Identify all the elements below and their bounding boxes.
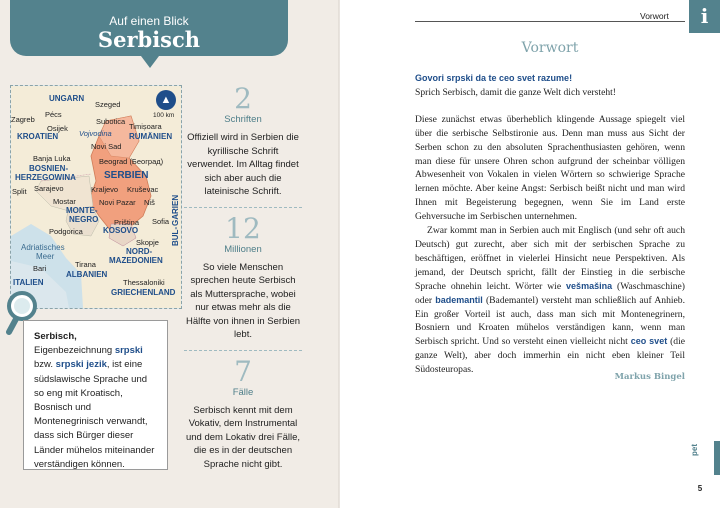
map-country-label-serbia: SERBIEN — [104, 170, 149, 181]
map-country-label: RUMÄNIEN — [129, 132, 173, 141]
running-header: Vorwort — [640, 11, 669, 21]
stat-unit: Schriften — [224, 114, 262, 125]
map-country-label: GARIEN — [171, 194, 180, 226]
stat-text: Offiziell wird in Serbien die kyrillische Schrift verwendet. Im Alltag findet sich aber auch die lateinische Schrift. — [187, 132, 299, 197]
stat-block — [184, 84, 302, 199]
map-city: Subotica — [96, 117, 126, 126]
map-country-label: ALBANIEN — [66, 270, 108, 279]
paragraph-part: (die ganze Welt), aber doch immerhin ein nicht eben kleiner Teil Südosteuropas. — [415, 336, 685, 376]
map-city: Novi Sad — [91, 142, 122, 151]
foreword-paragraph-1: Diese zunächst etwas überheblich klingende Aussage spiegelt viel über die serbische Selbstironie aus. Denn man muss aus Sicht der Serben schon zu den absoluten Sprachenthusiasten gehören, wenn man diese für unsere Ohren schon aufgrund der scheinbar völligen Abwesenheit von Vokalen in vielen Wörtern so schwierige Sprache lernen möchte. Aber keine Angst: Serbisch beißt nicht und man wird Ihnen mit Begeisterung begegnen, wenn Sie im Land erste Gehversuche im Serbischen unternehmen. — [415, 113, 685, 223]
compass-north-icon: ▲ — [156, 90, 176, 110]
info-text-part: Eigenbezeichnung — [34, 345, 115, 357]
foreword-body — [415, 72, 685, 377]
quote-german: Sprich Serbisch, damit die ganze Welt dich versteht! — [415, 86, 616, 98]
info-term: Serbisch, — [34, 331, 77, 342]
serbian-word: vešmašina — [566, 280, 613, 291]
info-tab-icon: i — [689, 0, 720, 33]
map-country-label: GRIECHENLAND — [111, 288, 176, 297]
map-city: Zagreb — [11, 115, 35, 124]
map-region-label: Vojvodina — [79, 129, 112, 138]
stat-unit: Millionen — [224, 243, 262, 255]
map-country-label: HERZEGOWINA — [15, 173, 76, 182]
stat-block — [184, 354, 302, 472]
stat-unit: Fälle — [232, 386, 254, 398]
serbian-word: bademantil — [435, 294, 483, 305]
map-city: Tirana — [75, 260, 96, 269]
map-city: Kruševac — [127, 185, 159, 194]
foreword-author: Markus Bingel — [614, 372, 685, 382]
map-country-label: MAZEDONIEN — [109, 256, 163, 265]
paragraph-part: (Waschmaschine) oder — [415, 280, 685, 306]
map-scale: 100 km — [153, 112, 175, 119]
title-banner — [10, 0, 288, 56]
stat-divider — [184, 207, 302, 208]
map-city: Niš — [144, 198, 155, 207]
stat-text: Serbisch kennt mit dem Vokativ, dem Instrumental und dem Lokativ drei Fälle, die es in der deutschen Sprache nicht gibt. — [185, 404, 301, 470]
map-city: Mostar — [53, 197, 76, 206]
map-sea-label: Adriatisches — [21, 243, 65, 252]
map-country-label: BOSNIEN- — [29, 164, 69, 173]
map-city: Kraljevo — [91, 185, 119, 194]
quote-serbian: Govori srpski da te ceo svet razume! — [415, 73, 573, 83]
map-sea-label: Meer — [36, 252, 55, 261]
map-city: Novi Pazar — [99, 198, 136, 207]
map-city: Banja Luka — [33, 154, 71, 163]
map-country-label: KOSOVO — [103, 226, 139, 235]
map-country-label: NORD- — [126, 247, 153, 256]
native-term: srpski — [114, 345, 143, 357]
map-country-label: MONTE- — [66, 206, 98, 215]
map-city: Sofia — [152, 217, 170, 226]
banner-title: Serbisch — [97, 27, 201, 52]
info-box — [23, 320, 168, 470]
map-city: Podgorica — [49, 227, 83, 236]
paragraph-part: (Bademantel) versteht man schließlich auf Anhieb. Ein großer Vorteil ist auch, dass man sich mit Montenegrinern, Bosniern und Kroaten mühelos verständigen kann, wenn man Serbisch spricht. Und so versteht einen vielleicht nicht — [415, 294, 685, 348]
map-city: Skopje — [136, 238, 159, 247]
stat-block — [184, 211, 302, 342]
map-city: Szeged — [95, 100, 121, 109]
map-country-label: ITALIEN — [13, 278, 44, 287]
stat-number: 7 — [234, 354, 252, 388]
map-city: Thessaloniki — [123, 278, 165, 287]
map-city: Sarajevo — [34, 184, 64, 193]
map-city: Beograd (Београд) — [99, 157, 164, 166]
foreword-title: Vorwort — [521, 40, 579, 56]
side-tab-label: pet — [690, 444, 699, 456]
side-tab — [690, 446, 710, 476]
left-page — [0, 0, 340, 508]
foreword-quote — [415, 72, 685, 100]
map-city: Timișoara — [129, 122, 162, 131]
page-number: 5 — [697, 484, 703, 493]
info-box-text — [34, 330, 157, 472]
map-city: Osijek — [47, 124, 68, 133]
info-text-part: bzw. — [34, 359, 56, 371]
map-country-label: BUL- — [171, 226, 180, 246]
balkan-map — [10, 85, 182, 309]
header-rule — [415, 21, 685, 22]
serbian-word: ceo svet — [630, 336, 668, 347]
banner-pointer — [141, 56, 159, 68]
foreword-paragraph-2 — [415, 224, 685, 377]
map-country-label: KROATIEN — [17, 132, 59, 141]
paragraph-part: Zwar kommt man in Serbien auch mit Englisch (und sehr oft auch Deutsch) gut zurecht, aber sich mit der serbischen Sprache zu beschäftigen, eröffnet in vielerlei Hinsicht neue Perspektiven. Als jemand, der Deutsch spricht, fällt der Einstieg in die serbische Sprache ohnehin leicht. Wörter wie — [415, 225, 685, 292]
info-text-part: , ist eine südslawische Sprache und so eng mit Kroatisch, Bosnisch und Montenegrinisch verwandt, dass sich Bürger dieser Länder mühelos miteinander verständigen können. — [34, 359, 155, 470]
native-term: srpski jezik — [55, 359, 107, 371]
map-country-label: UNGARN — [49, 94, 85, 103]
map-city: Priština — [114, 218, 140, 227]
map-country-label: NEGRO — [69, 215, 99, 224]
stat-number: 12 — [225, 211, 261, 245]
stat-text: So viele Menschen sprechen heute Serbisch als Muttersprache, wobei nur etwas mehr als die Hälfte von ihnen in Serbien lebt. — [185, 261, 301, 340]
map-city: Pécs — [45, 110, 62, 119]
map-city: Split — [12, 187, 27, 196]
stat-divider — [184, 350, 302, 351]
map-city: Bari — [33, 264, 47, 273]
stats-column — [184, 84, 302, 471]
banner-subtitle: Auf einen Blick — [109, 14, 189, 28]
stat-number: 2 — [234, 82, 252, 115]
side-thumb-bar — [714, 441, 720, 475]
